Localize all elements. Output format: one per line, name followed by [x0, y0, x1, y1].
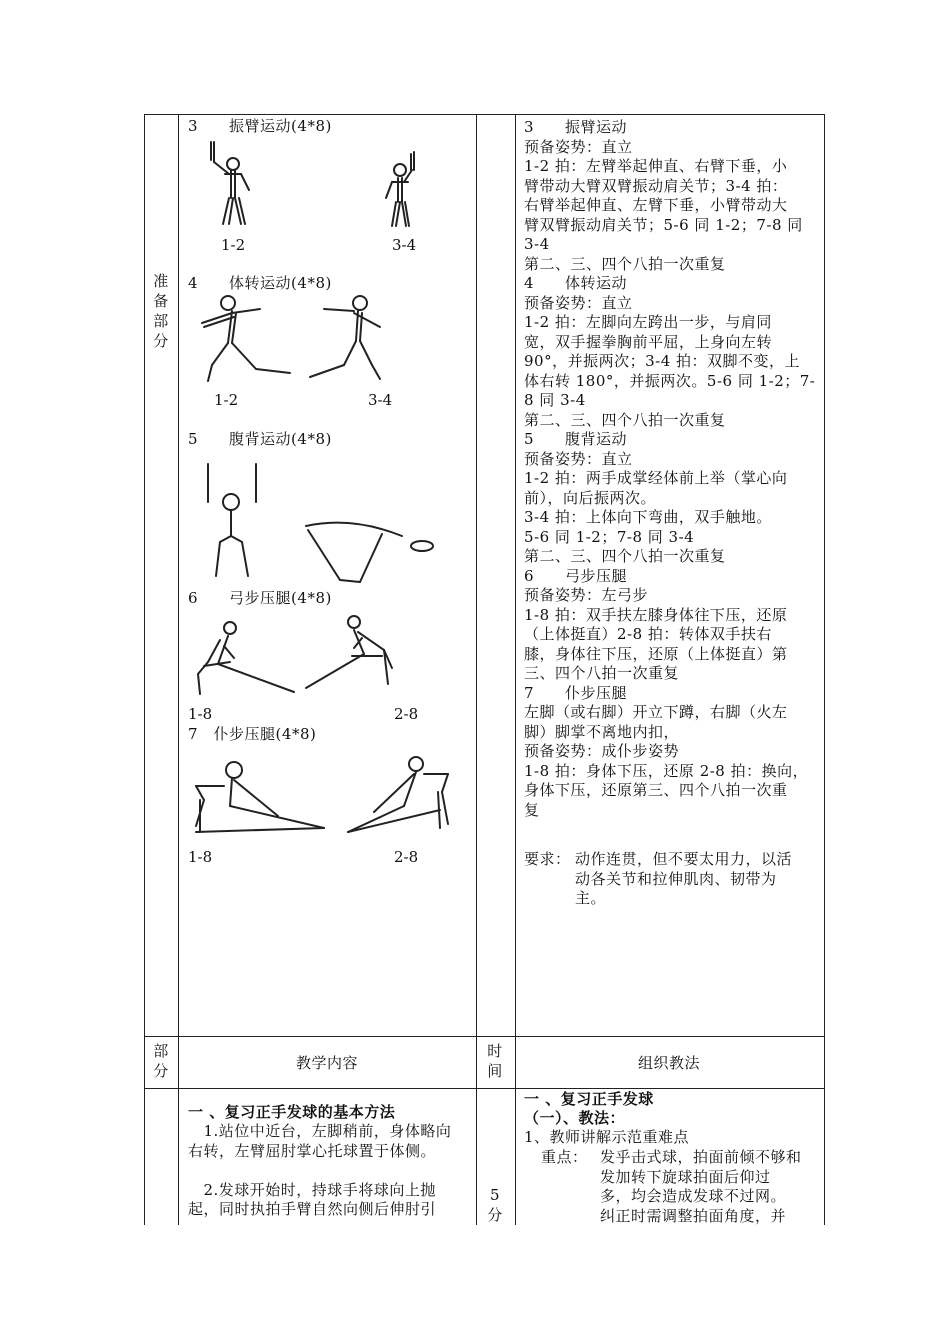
- main-time-num: 5: [489, 1186, 501, 1204]
- ex3-figure-1: [205, 140, 265, 230]
- section-label-char: 分: [153, 332, 169, 350]
- instruction-line: 预备姿势：成仆步姿势: [524, 742, 680, 760]
- main-left-line: [188, 1161, 451, 1181]
- instruction-line: 1-8 拍：身体下压，还原 2-8 拍：换向，: [524, 761, 809, 780]
- instruction-line: 8 同 3-4: [524, 391, 586, 409]
- header-method: 组织教法: [638, 1054, 701, 1072]
- instruction-line: （上体挺直）2-8 拍：转体双手扶右: [524, 625, 772, 643]
- ex6-caption-1: 1-8: [188, 705, 213, 723]
- ex5-figure-1: [196, 462, 276, 582]
- main-left-line: 起，同时执拍手臂自然向侧后伸肘引: [188, 1200, 437, 1218]
- instruction-line: 1-2 拍：左臂举起伸直、右臂下垂，小: [524, 157, 788, 175]
- requirement-text: [575, 850, 792, 909]
- instruction-line: 预备姿势：直立: [524, 449, 633, 468]
- section-label-char: 准: [153, 272, 169, 290]
- instruction-line: 预备姿势：左弓步: [524, 586, 649, 604]
- ex5-figure-2: [302, 516, 442, 586]
- instruction-line: 三、四个八拍一次重复: [524, 664, 680, 682]
- key-point-text: [600, 1148, 802, 1226]
- row-divider-1: [144, 1036, 825, 1037]
- header-time-char: 间: [487, 1062, 503, 1080]
- ex4-title: 4 体转运动(4*8): [188, 274, 332, 292]
- header-part: [152, 1041, 170, 1081]
- main-time-unit: 分: [487, 1206, 503, 1224]
- key-point-line: 纠正时需调整拍面角度，并: [600, 1206, 787, 1225]
- instruction-line: 右臂举起伸直、左臂下垂，小臂带动大: [524, 196, 788, 214]
- ex7-title: 7 仆步压腿(4*8): [188, 725, 317, 743]
- main-right-subtitle: （一）、教法：: [524, 1109, 626, 1127]
- instruction-line: 第二、三、四个八拍一次重复: [524, 254, 726, 273]
- instruction-line: 3 振臂运动: [524, 118, 628, 136]
- ex7-figure-1: [190, 756, 330, 846]
- instruction-line: 脚）脚掌不离地内扣，: [524, 722, 680, 741]
- key-point-line: 多，均会造成发球不过网。: [600, 1187, 787, 1205]
- instruction-line: 5-6 同 1-2；7-8 同 3-4: [524, 527, 695, 546]
- ex3-caption-1: 1-2: [221, 236, 246, 254]
- instruction-line: 1-2 拍：左脚向左跨出一步，与肩同: [524, 313, 772, 331]
- ex7-caption-1: 1-8: [188, 848, 213, 866]
- main-left-line: 1.站位中近台，左脚稍前，身体略向: [188, 1122, 452, 1140]
- instruction-line: 宽，双手握拳胸前平屈，上身向左转: [524, 332, 773, 351]
- requirement-line: 动各关节和拉伸肌肉、韧带为: [575, 869, 777, 888]
- section-label-char: 备: [153, 292, 169, 310]
- key-point-label: 重点：: [541, 1148, 588, 1166]
- main-left-title: 一 、复习正手发球的基本方法: [188, 1103, 396, 1121]
- ex5-title: 5 腹背运动(4*8): [188, 430, 332, 448]
- instruction-line: 臂带动大臂双臂振动肩关节；3-4 拍：: [524, 176, 788, 195]
- instruction-line: 膝，身体往下压，还原（上体挺直）第: [524, 644, 788, 663]
- instruction-line: 4 体转运动: [524, 274, 628, 292]
- table-left-border: [144, 114, 145, 1225]
- requirement-line: 主。: [575, 889, 607, 907]
- instruction-line: 90°，并振两次；3-4 拍：双脚不变，上: [524, 352, 801, 370]
- instruction-line: 6 弓步压腿: [524, 566, 628, 585]
- header-part-char: 分: [153, 1062, 169, 1080]
- prep-instructions: [524, 118, 820, 820]
- instruction-line: 3-4: [524, 235, 550, 253]
- section-label-prep: [152, 271, 170, 351]
- col-divider-1: [178, 114, 179, 1225]
- key-point-line: 发乎击式球，拍面前倾不够和: [600, 1148, 802, 1166]
- ex4-figure-1: [198, 295, 298, 385]
- ex7-caption-2: 2-8: [394, 848, 419, 866]
- table-right-border: [824, 114, 825, 1225]
- requirement-label: 要求：: [524, 850, 571, 868]
- instruction-line: 第二、三、四个八拍一次重复: [524, 547, 726, 565]
- header-part-char: 部: [153, 1042, 169, 1060]
- col-divider-2: [476, 114, 477, 1225]
- ex6-figure-1: [190, 618, 300, 698]
- ex6-figure-2: [300, 612, 410, 692]
- ex4-caption-1: 1-2: [214, 391, 239, 409]
- instruction-line: 1-8 拍：双手扶左膝身体往下压，还原: [524, 605, 788, 624]
- instruction-line: 前），向后振两次。: [524, 488, 657, 507]
- requirement-line: 动作连贯，但不要太用力，以活: [575, 850, 793, 868]
- instruction-line: 第二、三、四个八拍一次重复: [524, 410, 726, 429]
- ex3-title: 3 振臂运动(4*8): [188, 117, 332, 135]
- instruction-line: 左脚（或右脚）开立下蹲，右脚（火左: [524, 703, 788, 721]
- header-content: 教学内容: [296, 1054, 359, 1072]
- instruction-line: 体右转 180°，并振两次。5-6 同 1-2；7-: [524, 371, 816, 390]
- instruction-line: 1-2 拍：两手成掌经体前上举（掌心向: [524, 469, 788, 487]
- instruction-line: 7 仆步压腿: [524, 683, 628, 702]
- ex3-caption-2: 3-4: [392, 236, 417, 254]
- row-divider-2: [144, 1088, 825, 1089]
- main-right-item1: 1、教师讲解示范重难点: [524, 1128, 690, 1146]
- ex6-title: 6 弓步压腿(4*8): [188, 589, 332, 607]
- header-time: [486, 1041, 504, 1081]
- col-divider-3: [515, 114, 516, 1225]
- ex6-caption-2: 2-8: [394, 705, 419, 723]
- instruction-line: 臂双臂振动肩关节；5-6 同 1-2；7-8 同: [524, 215, 803, 234]
- ex7-figure-2: [344, 752, 464, 842]
- instruction-line: 预备姿势：直立: [524, 137, 633, 156]
- instruction-line: 5 腹背运动: [524, 430, 628, 448]
- section-label-char: 部: [153, 312, 169, 330]
- key-point-line: 发加转下旋球拍面后仰过: [600, 1167, 771, 1186]
- main-left-line: 右转，左臂屈肘掌心托球置于体侧。: [188, 1141, 437, 1160]
- table-top-border: [144, 114, 825, 115]
- ex4-caption-2: 3-4: [368, 391, 393, 409]
- ex4-figure-2: [300, 293, 400, 383]
- instruction-line: 3-4 拍：上体向下弯曲，双手触地。: [524, 508, 772, 526]
- instruction-line: 身体下压，还原第三、四个八拍一次重: [524, 781, 788, 799]
- instruction-line: 复: [524, 800, 540, 819]
- main-left-body: [188, 1122, 451, 1220]
- main-left-line: 2.发球开始时，持球手将球向上抛: [188, 1180, 436, 1199]
- main-right-title: 一 、复习正手发球: [524, 1090, 654, 1108]
- ex3-figure-2: [378, 150, 438, 230]
- main-time: [486, 1185, 504, 1225]
- instruction-line: 预备姿势：直立: [524, 293, 633, 312]
- header-time-char: 时: [487, 1042, 503, 1060]
